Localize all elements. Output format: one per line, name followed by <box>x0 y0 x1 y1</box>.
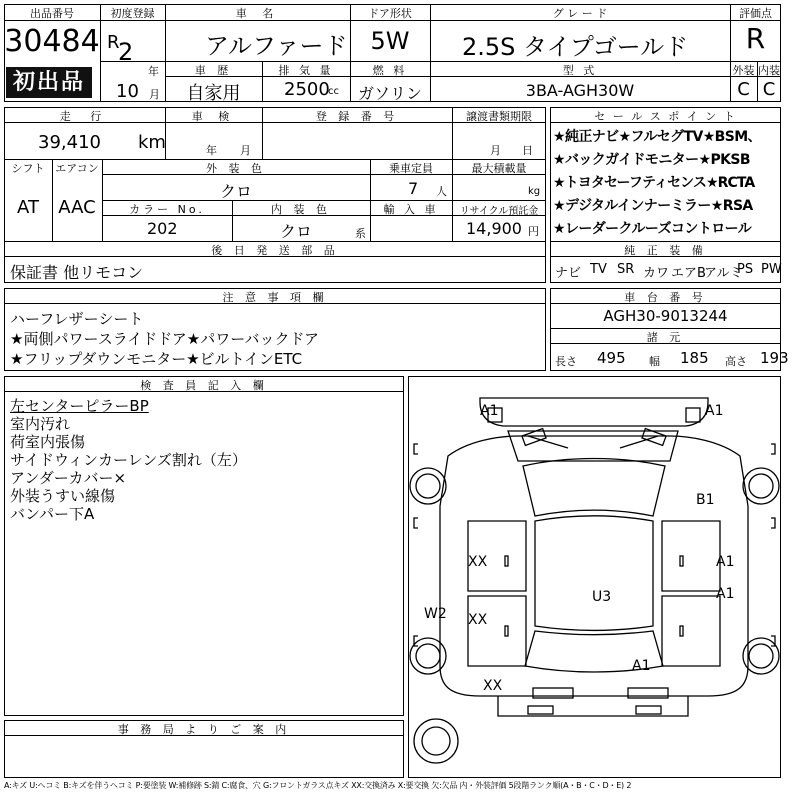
width-value: 185 <box>680 349 709 367</box>
equip-airbag: エアB <box>671 266 706 281</box>
equip-alloy: アルミ <box>704 266 743 281</box>
car-diagram <box>408 376 781 778</box>
mark-xx-2: XX <box>468 612 488 628</box>
history: 自家用 <box>186 83 241 104</box>
score-label: 評価点 <box>739 7 772 20</box>
displacement-label: 排 気 量 <box>278 64 334 77</box>
exterior-score: C <box>737 79 750 100</box>
import-label: 輸 入 車 <box>383 203 439 216</box>
color-number-label: カラー No. <box>129 203 205 216</box>
standard-equipment-label: 純 正 装 備 <box>624 244 707 257</box>
mark-a1-right-2: A1 <box>716 586 735 602</box>
inspection-year-unit: 年 <box>206 144 217 157</box>
fuel: ガソリン <box>357 84 422 103</box>
interior-color-unit: 系 <box>355 227 366 240</box>
sales-point-2: ★バックガイドモニター★PKSB <box>553 152 750 168</box>
door-type-label: ドア形状 <box>368 7 412 20</box>
inspector-line-2: 室内汚れ <box>10 415 71 433</box>
notes-label: 注 意 事 項 欄 <box>222 291 328 304</box>
max-load-unit: kg <box>528 186 541 197</box>
shift: AT <box>17 197 39 218</box>
year-suffix: 年 <box>148 65 159 78</box>
equip-pw: PW <box>761 262 782 277</box>
mileage-label: 走 行 <box>59 110 110 123</box>
model-code: 3BA-AGH30W <box>525 81 635 100</box>
ac-label: エアコン <box>55 162 99 175</box>
equip-nav: ナビ <box>555 266 582 281</box>
dimensions-label: 諸 元 <box>646 331 685 344</box>
office-notes-label: 事 務 局 よ り ご 案 内 <box>117 723 291 736</box>
inspector-line-4: サイドウィンカーレンズ割れ（左） <box>10 451 247 469</box>
length-label: 長さ <box>555 355 577 368</box>
height-label: 高さ <box>725 355 747 368</box>
width-label: 幅 <box>649 355 660 368</box>
car-name-label: 車 名 <box>235 7 280 20</box>
mileage: 39,410 <box>38 132 101 153</box>
inspector-line-7: バンパー下A <box>10 505 95 523</box>
mileage-unit: km <box>138 132 166 153</box>
note-line-3: ★フリップダウンモニター★ビルトインETC <box>10 350 303 368</box>
inspection-month-unit: 月 <box>240 144 251 157</box>
mark-b1: B1 <box>696 492 715 508</box>
first-sale-badge: 初出品 <box>6 67 92 98</box>
later-parts-label: 後 日 発 送 部 品 <box>211 244 339 257</box>
door-type: 5W <box>370 27 410 55</box>
transfer-month-unit: 月 <box>490 144 501 157</box>
registration-label: 登 録 番 号 <box>315 110 399 123</box>
mark-a1-rear: A1 <box>632 658 651 674</box>
sales-point-1: ★純正ナビ★フルセグTV★BSM、 <box>553 129 761 145</box>
recycle-label: リサイクル預託金 <box>459 206 539 217</box>
era-year: 2 <box>118 38 134 66</box>
transfer-deadline-label: 譲渡書類期限 <box>466 110 532 123</box>
capacity: 7 <box>408 179 419 198</box>
era: R <box>107 32 120 53</box>
history-label: 車 歴 <box>194 64 233 77</box>
exterior-color-label: 外 装 色 <box>206 162 266 175</box>
color-number: 202 <box>147 219 178 238</box>
exterior-color: クロ <box>219 182 252 201</box>
inspector-notes-label: 検 査 員 記 入 欄 <box>140 379 268 392</box>
capacity-label: 乗車定員 <box>389 162 433 175</box>
mark-u3: U3 <box>592 589 612 605</box>
inspector-line-6: 外装うすい線傷 <box>10 487 116 505</box>
interior-score: C <box>762 79 776 100</box>
mark-w2: W2 <box>424 606 447 622</box>
score: R <box>745 22 766 55</box>
displacement: 2500 <box>284 79 330 100</box>
sales-point-3: ★トヨタセーフティセンス★RCTA <box>553 175 755 191</box>
transfer-day-unit: 日 <box>522 144 533 157</box>
inspector-line-1: 左センターピラーBP <box>10 397 149 415</box>
mark-a1-right-1: A1 <box>716 554 735 570</box>
height-value: 193 <box>760 349 789 367</box>
note-line-2: ★両側パワースライドドア★パワーバックドア <box>10 330 320 348</box>
sales-point-5: ★レーダークルーズコントロール <box>553 221 752 237</box>
model-label: 型 式 <box>562 64 598 77</box>
inspection-label: 車 検 <box>191 110 236 123</box>
lot-number: 30484 <box>4 24 100 59</box>
note-line-1: ハーフレザーシート <box>10 310 144 328</box>
mark-a1-front-left: A1 <box>480 403 499 419</box>
equip-sr: SR <box>617 262 635 277</box>
car-name: アルファード <box>205 32 348 60</box>
later-parts: 保証書 他リモコン <box>10 263 144 282</box>
interior-color: クロ <box>280 222 313 241</box>
grade-label: グ レ ー ド <box>552 7 608 20</box>
lot-number-label: 出品番号 <box>30 7 74 20</box>
mark-xx-3: XX <box>483 678 503 694</box>
mark-xx-1: XX <box>468 554 488 570</box>
equip-ps: PS <box>737 262 754 277</box>
length-value: 495 <box>597 349 626 367</box>
recycle-amount: 14,900 <box>466 219 522 238</box>
grade: 2.5S タイプゴールド <box>462 33 689 61</box>
chassis-number-label: 車 台 番 号 <box>624 291 707 304</box>
displacement-unit: cc <box>328 86 339 97</box>
max-load-label: 最大積載量 <box>471 162 527 175</box>
shift-label: シフト <box>11 162 45 175</box>
mark-a1-front-right: A1 <box>705 403 724 419</box>
recycle-unit: 円 <box>528 225 539 238</box>
fuel-label: 燃 料 <box>372 64 408 77</box>
chassis-number: AGH30-9013244 <box>603 307 728 325</box>
sales-point-4: ★デジタルインナーミラー★RSA <box>553 198 753 214</box>
inspector-line-5: アンダーカバー× <box>10 469 127 487</box>
equip-kawa: カワ <box>643 266 670 281</box>
interior-label: 内装 <box>758 64 780 77</box>
interior-color-label: 内 装 色 <box>271 203 331 216</box>
exterior-label: 外装 <box>732 64 755 77</box>
sales-points-label: セ ー ル ス ポ イ ン ト <box>594 110 737 123</box>
first-reg-month: 10 <box>116 81 139 102</box>
ac: AAC <box>58 197 96 218</box>
equip-tv: TV <box>590 262 607 277</box>
capacity-unit: 人 <box>436 185 447 198</box>
damage-code-legend: A:キズ U:ヘコミ B:キズを伴うヘコミ P:要塗装 W:補修跡 S:錆 C:腐食、穴 G:フロントガラス点キズ XX:交換済み X:要交換 欠:欠品 内・外装評価 5段階ランク順(A・B・C・D・E) 2 <box>4 781 632 790</box>
inspector-line-3: 荷室内張傷 <box>10 433 86 451</box>
month-suffix: 月 <box>149 88 160 101</box>
first-registration-label: 初度登録 <box>110 7 155 20</box>
